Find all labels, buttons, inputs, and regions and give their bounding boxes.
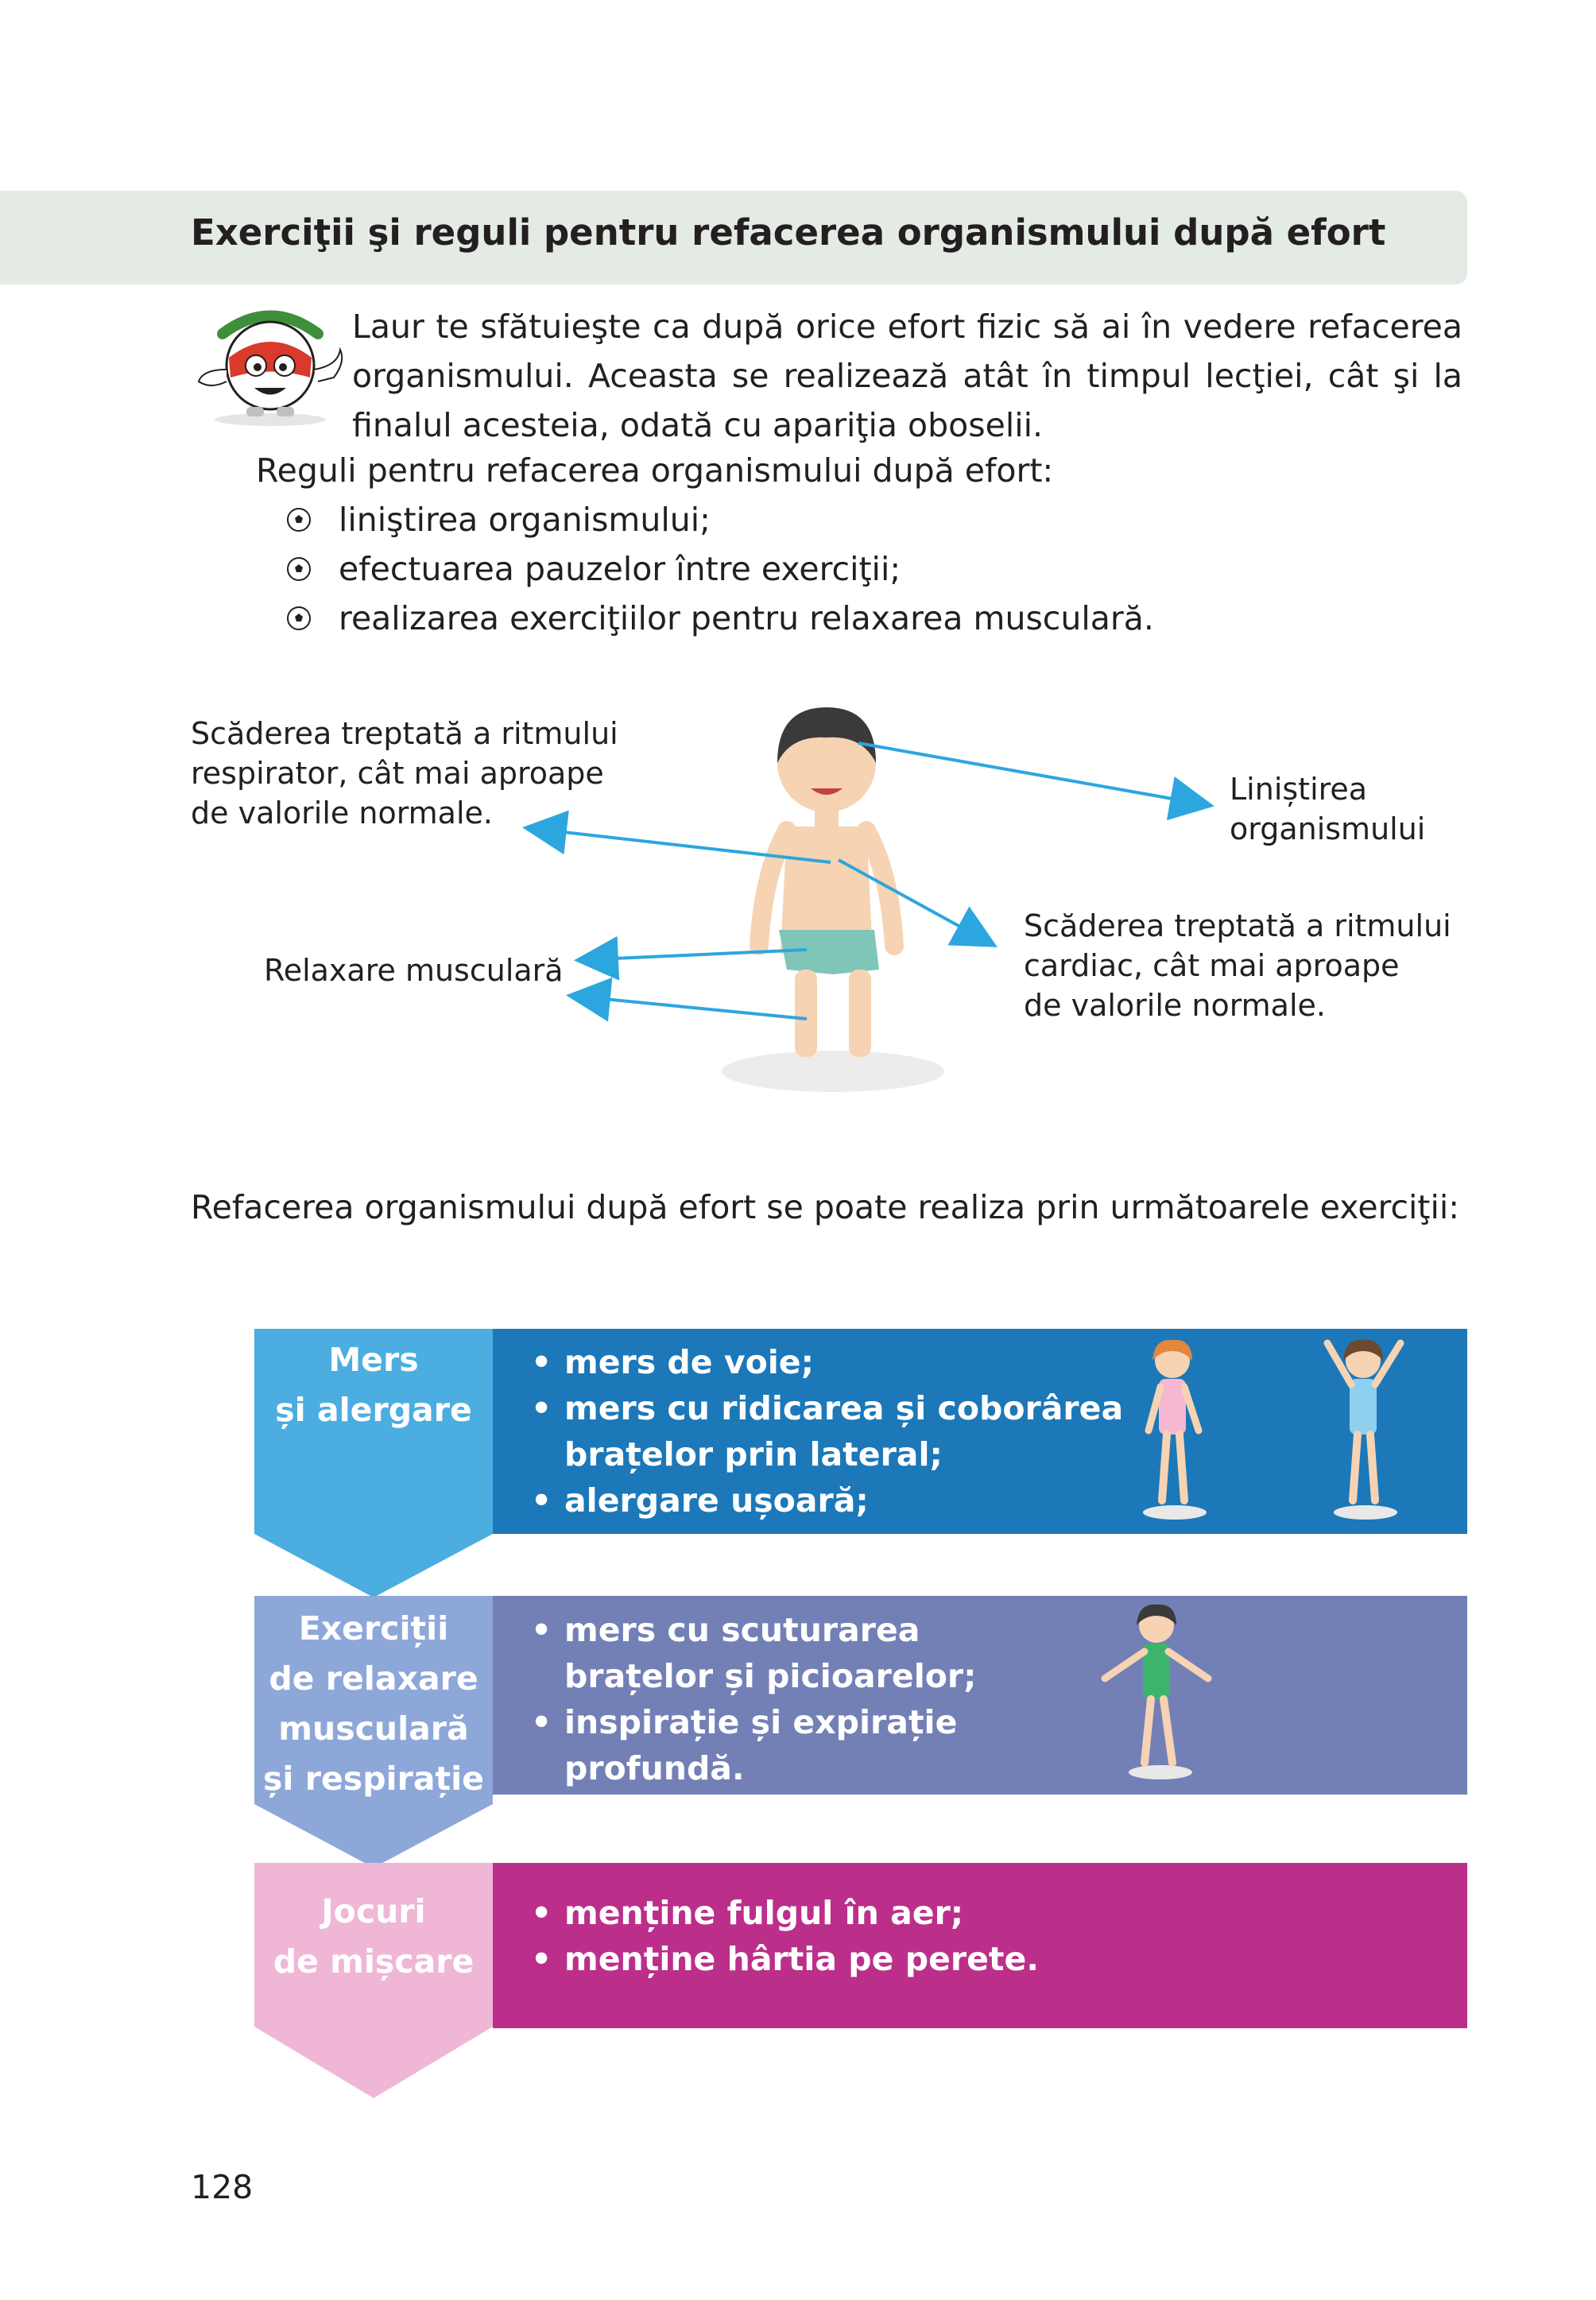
- chevron-label-line: Exerciții: [298, 1609, 449, 1648]
- list-item-continuation: profundă.: [564, 1749, 745, 1787]
- page-title: Exerciţii şi reguli pentru refacerea organismului după efort: [191, 211, 1386, 254]
- rule-text: liniştirea organismului;: [339, 501, 711, 539]
- rule-text: realizarea exerciţiilor pentru relaxarea musculară.: [339, 599, 1154, 637]
- list-item-continuation: [525, 1431, 1123, 1477]
- soccer-ball-icon: [286, 606, 312, 631]
- intro-line-3: finalul acesteia, odată cu apariţia oboselii.: [352, 406, 1044, 444]
- list-item: • menține fulgul în aer;: [525, 1890, 1039, 1936]
- chevron-label-relaxare: [254, 1604, 493, 1804]
- rule-text: efectuarea pauzelor între exerciţii;: [339, 550, 901, 588]
- chevron-label-line: de mișcare: [273, 1942, 475, 1981]
- respiratory-line: de valorile normale.: [191, 796, 493, 831]
- chevron-label-mers: [254, 1335, 493, 1435]
- list-jocuri: [525, 1890, 1039, 1982]
- chevron-label-jocuri: [254, 1887, 493, 1987]
- chevron-label-line: de relaxare: [269, 1659, 478, 1698]
- list-item: • mers de voie;: [525, 1339, 1123, 1385]
- calming-line: Liniștirea: [1230, 772, 1368, 807]
- calming-line: organismului: [1230, 811, 1426, 846]
- chevron-label-line: Jocuri: [321, 1892, 426, 1930]
- intro-paragraph: [352, 302, 1462, 450]
- relaxation-label: Relaxare musculară: [264, 953, 564, 988]
- laur-mascot-icon: [191, 302, 350, 429]
- exercises-intro: Refacerea organismului după efort se poate realiza prin următoarele exerciţii:: [191, 1188, 1460, 1226]
- list-relaxare: [525, 1607, 977, 1791]
- list-item: • inspirație și expirație: [525, 1699, 977, 1745]
- rules-heading: Reguli pentru refacerea organismului după efort:: [256, 451, 1054, 490]
- cardiac-line: Scăderea treptată a ritmului: [1024, 908, 1451, 943]
- list-item: • mers cu scuturarea: [525, 1607, 977, 1653]
- rule-item: [286, 550, 901, 588]
- cardiac-line: de valorile normale.: [1024, 988, 1326, 1023]
- list-mers: [525, 1339, 1123, 1524]
- chevron-label-line: și respirație: [263, 1760, 484, 1798]
- list-item-text: brațelor prin lateral;: [564, 1435, 943, 1473]
- list-item: • alergare ușoară;: [525, 1477, 1123, 1524]
- soccer-ball-icon: [286, 507, 312, 532]
- respiratory-label: [191, 714, 618, 833]
- cardiac-label: [1024, 906, 1451, 1025]
- intro-line-2: organismului. Aceasta se realizează atât în timpul lecţiei, cât şi la: [352, 357, 1462, 395]
- respiratory-line: respirator, cât mai aproape: [191, 756, 604, 791]
- chevron-label-line: și alergare: [275, 1391, 472, 1429]
- list-item: • menține hârtia pe perete.: [525, 1936, 1039, 1982]
- respiratory-line: Scăderea treptată a ritmului: [191, 716, 618, 751]
- list-item-continuation: brațelor și picioarelor;: [564, 1657, 977, 1695]
- cardiac-line: cardiac, cât mai aproape: [1024, 948, 1400, 983]
- page-number: 128: [191, 2168, 254, 2206]
- chevron-label-line: Mers: [328, 1341, 419, 1379]
- chevron-label-line: musculară: [278, 1710, 469, 1748]
- rule-item: [286, 501, 711, 539]
- soccer-ball-icon: [286, 556, 312, 582]
- intro-line-1: Laur te sfătuieşte ca după orice efort fizic să ai în vedere refacerea: [352, 308, 1462, 346]
- list-item: • mers cu ridicarea și coborârea: [525, 1385, 1123, 1431]
- calming-label: [1230, 769, 1425, 849]
- rule-item: [286, 599, 1154, 637]
